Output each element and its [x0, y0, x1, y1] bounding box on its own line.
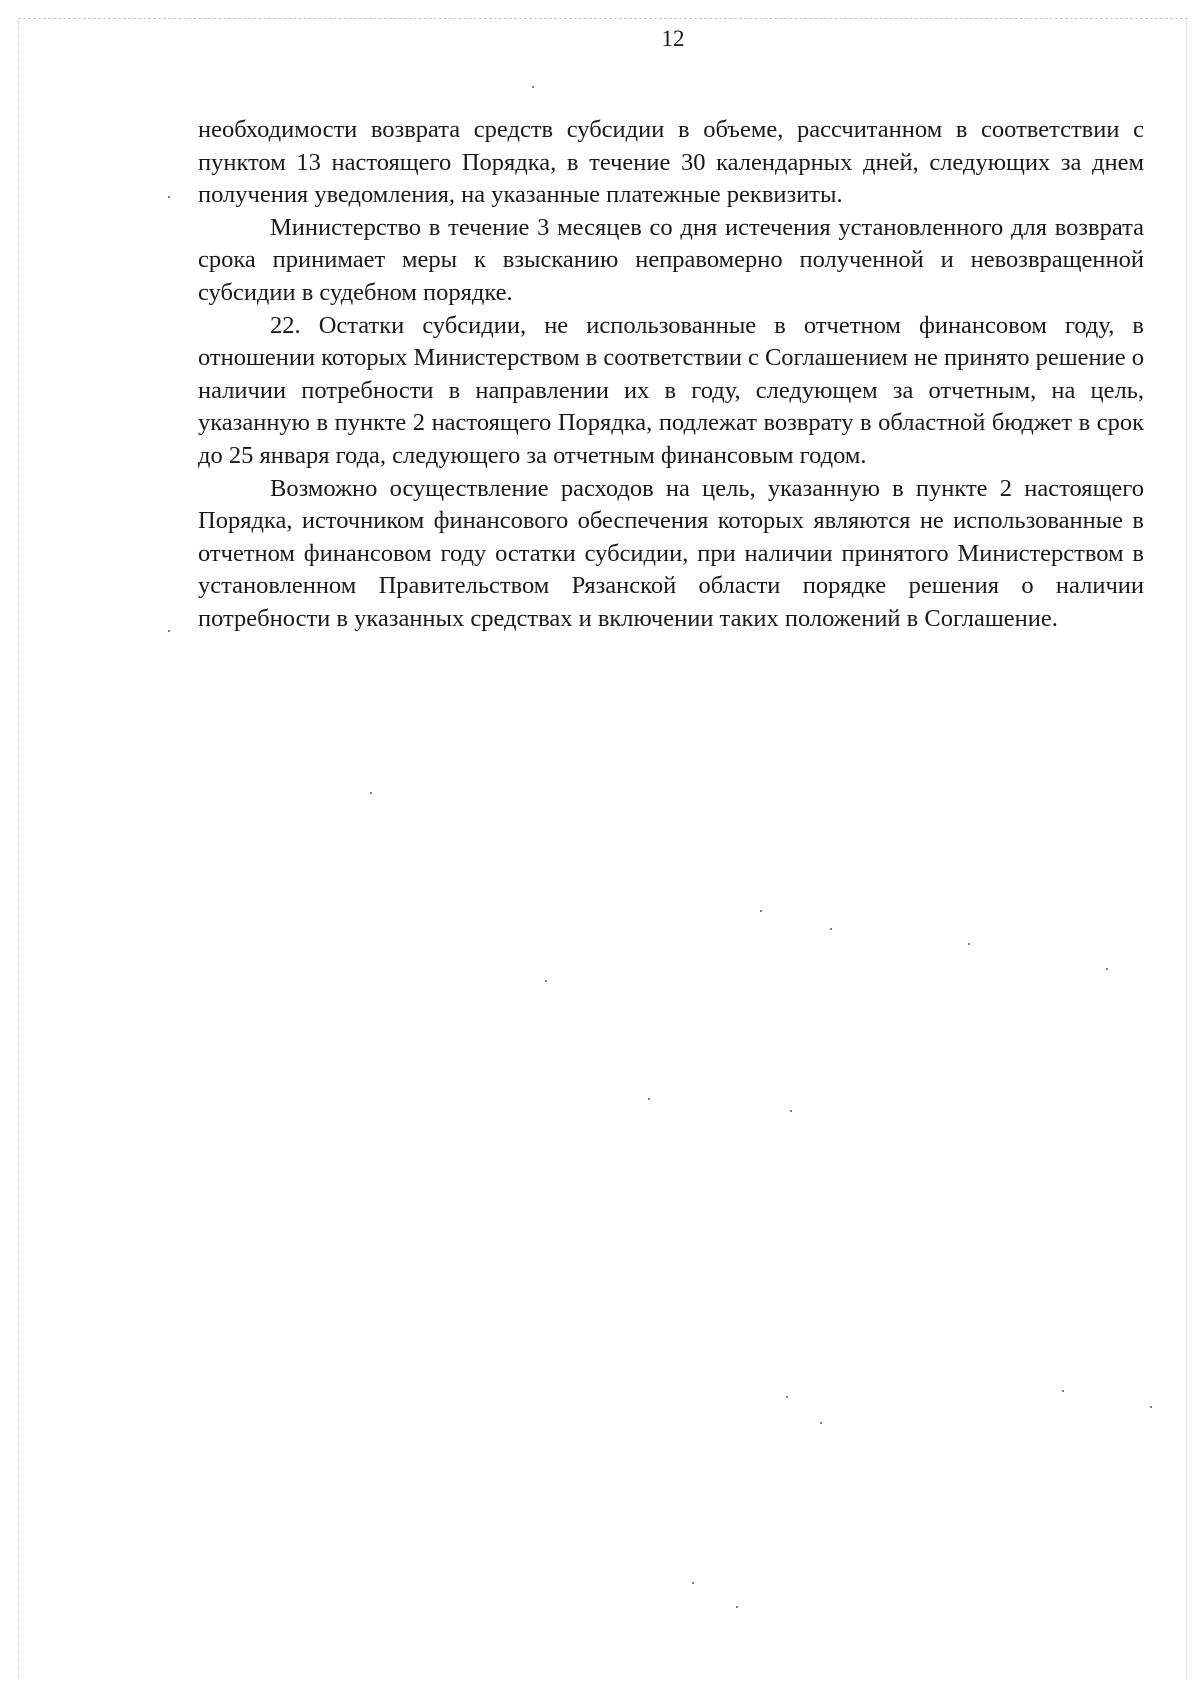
- paragraph-continuation: необходимости возврата средств субсидии в объеме, рассчитанном в соответствии с пунктом 13 настоящего Порядка, в течение 30 календарных дней, следующих за днем получения уведомления, на указанные платежные реквизиты.: [198, 116, 1144, 209]
- scan-edge-left: [18, 20, 19, 1680]
- scan-speck: [545, 980, 547, 982]
- paragraph-ministry-recovery: Министерство в течение 3 месяцев со дня истечения установленного для возврата срока принимает меры к взысканию неправомерно полученной и невозвращенной субсидии в судебном порядке.: [198, 213, 1144, 306]
- scan-speck: [820, 1422, 822, 1424]
- scan-speck: [790, 1110, 792, 1112]
- scan-speck: [1150, 1406, 1152, 1408]
- scan-speck: [532, 86, 534, 88]
- scan-speck: [786, 1396, 788, 1398]
- scan-speck: [736, 1606, 738, 1608]
- scan-speck: [370, 792, 372, 794]
- scan-speck: [168, 196, 170, 198]
- scan-speck: [760, 910, 762, 912]
- scan-speck: [168, 630, 170, 632]
- scan-edge-right: [1186, 20, 1187, 1680]
- scan-speck: [1062, 1390, 1064, 1392]
- document-body: [198, 114, 1144, 636]
- scan-speck: [830, 928, 832, 930]
- scan-speck: [1106, 968, 1108, 970]
- paragraph-item-22: 22. Остатки субсидии, не использованные в отчетном финансовом году, в отношении которых Министерством в соответствии с Соглашением не принято решение о наличии потребности в направлении их в году, следующем за отчетным, на цель, указанную в пункте 2 настоящего Порядка, подлежат возврату в областной бюджет в срок до 25 января года, следующего за отчетным финансовым годом.: [198, 311, 1144, 469]
- page-number: 12: [661, 26, 685, 51]
- scan-speck: [692, 1582, 694, 1584]
- scan-edge-top: [18, 18, 1188, 19]
- scan-speck: [648, 1098, 650, 1100]
- scan-speck: [968, 943, 970, 945]
- paragraph-expenses-possible: Возможно осуществление расходов на цель, указанную в пункте 2 настоящего Порядка, источником финансового обеспечения которых являются не использованные в отчетном финансовом году остатки субсидии, при наличии принятого Министерством в установленном Правительством Рязанской области порядке решения о наличии потребности в указанных средствах и включении таких положений в Соглашение.: [198, 474, 1144, 632]
